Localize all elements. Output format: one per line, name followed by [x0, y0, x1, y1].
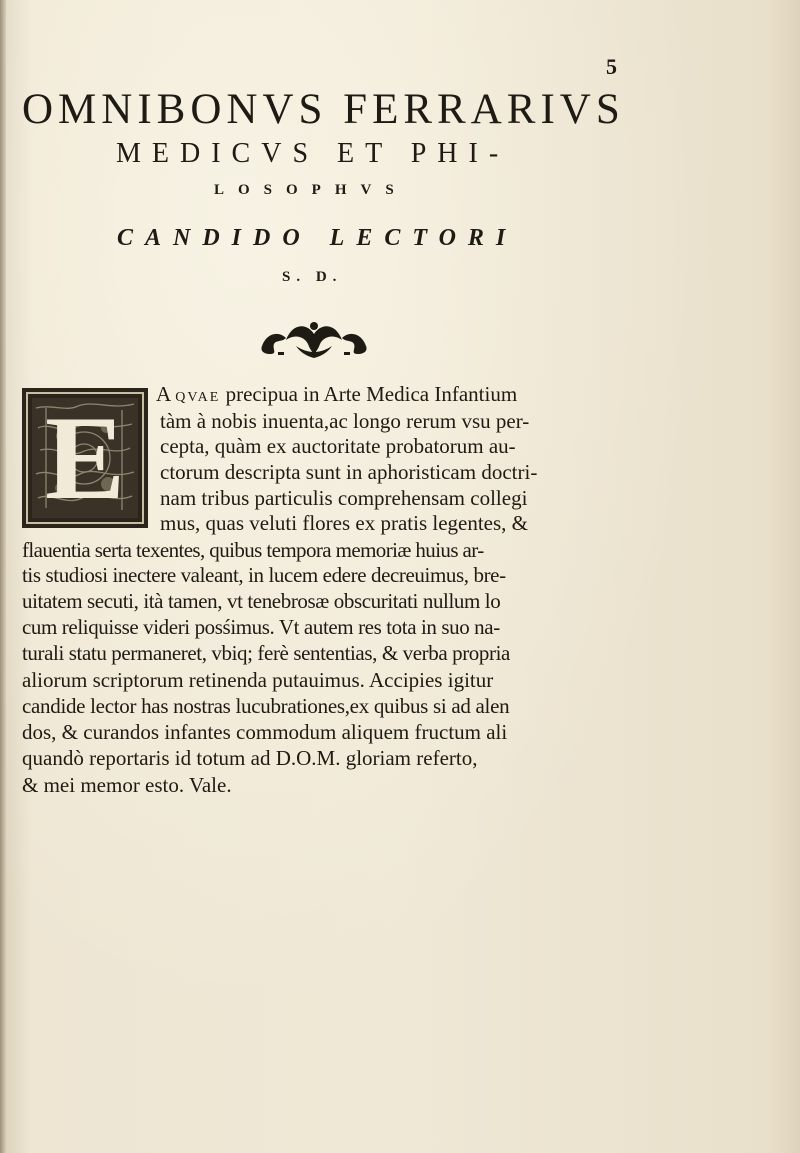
text-line: quandò reportaris id totum ad D.O.M. gloriam referto, [22, 746, 478, 770]
text-line: cepta, quàm ex auctoritate probatorum au- [160, 434, 516, 458]
text-line: tàm à nobis inuenta,ac longo rerum vsu per- [160, 409, 530, 433]
text-line: dos, & curandos infantes commodum aliquem fructum ali [22, 720, 508, 744]
page-number: 5 [606, 54, 617, 79]
text-line: ctorum descripta sunt in aphoristicam doctri- [160, 460, 538, 484]
text-line: tis studiosi inectere valeant, in lucem edere decreuimus, bre- [22, 563, 506, 587]
initial-letter: E [44, 391, 126, 524]
text-line: & mei memor esto. Vale. [22, 773, 232, 797]
page-gutter [0, 0, 6, 1153]
opening-capital: A [156, 382, 171, 406]
opening-smallcaps: QVAE [175, 390, 221, 405]
text-line: candide lector has nostras lucubrationes,ex quibus si ad alen [22, 694, 510, 718]
text-line: flauentia serta texentes, quibus tempora memoriæ huius ar- [22, 538, 484, 562]
title-author-role-continued: LOSOPHVS [214, 182, 408, 198]
text-line: mus, quas veluti flores ex pratis legentes, & [160, 511, 529, 535]
text-line: aliorum scriptorum retinenda putauimus. Accipies igitur [22, 668, 494, 692]
opening-line [156, 384, 517, 405]
text-line: uitatem secuti, ità tamen, vt tenebrosæ obscuritati nullum lo [22, 589, 501, 613]
woodcut-initial-icon [22, 388, 148, 528]
text-line: cum reliquisse videri posśimus. Vt autem res tota in suo na- [22, 615, 500, 639]
dedication-heading: CANDIDO LECTORI [117, 225, 518, 251]
text-line: turali statu permaneret, vbiq; ferè sententias, & verba propria [22, 641, 510, 665]
printers-ornament-icon [256, 316, 372, 362]
salutation: S. D. [282, 269, 343, 285]
title-author-name: OMNIBONVS FERRARIVS [22, 86, 625, 133]
text-line: nam tribus particulis comprehensam collegi [160, 486, 528, 510]
opening-rest: precipua in Arte Medica Infantium [225, 382, 518, 406]
title-author-role: MEDICVS ET PHI- [116, 138, 510, 169]
